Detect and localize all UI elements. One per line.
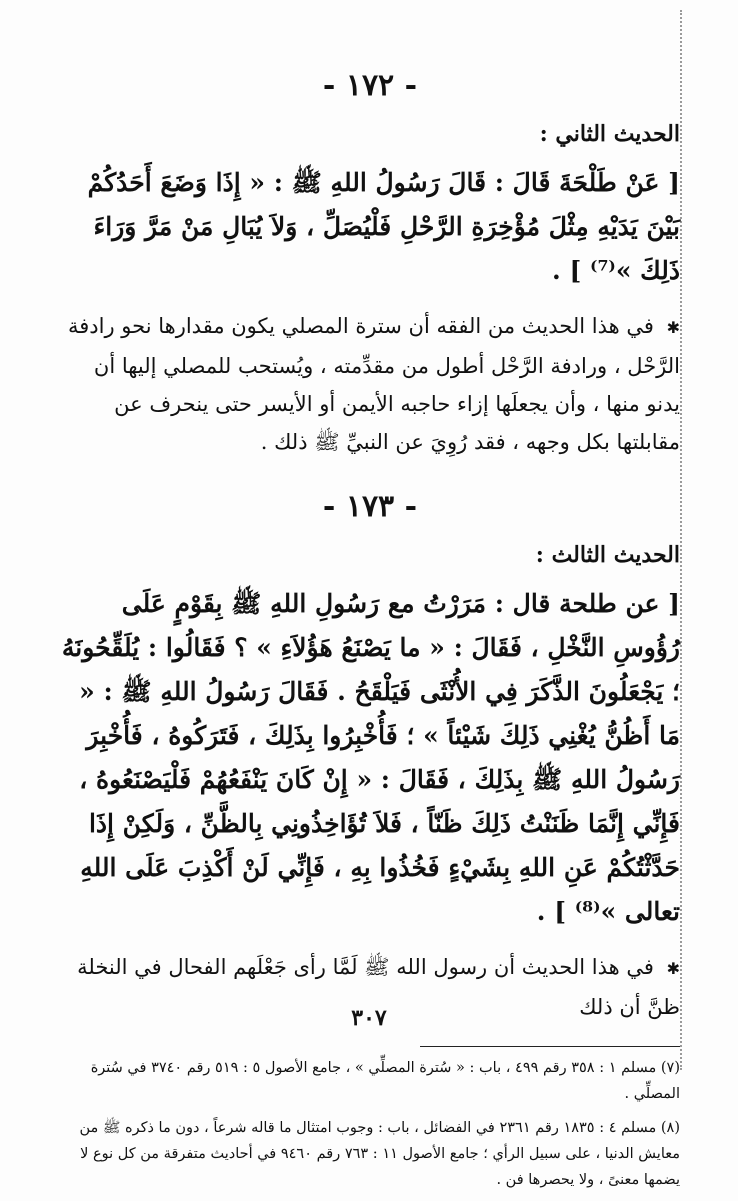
hadith-text-172: [ عَنْ طَلْحَةَ قَالَ : قَالَ رَسُولُ اللهِ ﷺ : « إِذَا وَضَعَ أَحَدُكُمْ بَيْنَ يَدَيْهِ مِثْلَ مُؤْخِرَةِ الرَّحْلِ فَلْيُصَلِّ ، وَلاَ يُبَالِ مَنْ مَرَّ وَرَاءَ ذَلِكَ »⁽⁷⁾ ] .: [87, 168, 680, 285]
commentary-text-173: في هذا الحديث أن رسول الله ﷺ لَمَّا رأى جَعْلَهم الفحال في النخلة ظنَّ أن ذلك: [77, 955, 680, 1019]
footnote-7: (٧) مسلم ١ : ٣٥٨ رقم ٤٩٩ ، باب : « سُترة المصلِّي » ، جامع الأصول ٥ : ٥١٩ رقم ٣٧٤٠ في سُترة المصلِّي .: [90, 1060, 680, 1102]
asterisk-bullet-icon: ✱: [666, 318, 680, 337]
footnote-separator: [420, 1046, 680, 1047]
page-number: ٣٠٧: [351, 1005, 387, 1031]
page-margin-dotted-line: [680, 10, 682, 1070]
hadith-heading-third: الحديث الثالث :: [535, 542, 680, 568]
hadith-number-173: - ١٧٣ -: [322, 489, 418, 524]
hadith-text-173: [ عن طلحة قال : مَرَرْتُ مع رَسُولِ اللهِ ﷺ بِقَوْمٍ عَلَى رُؤُوسِ النَّخْلِ ، فَقَالَ : « ما يَصْنَعُ هَؤُلاَءِ » ؟ فَقَالُوا : يُلَقِّحُونَهُ ؛ يَجْعَلُونَ الذَّكَرَ فِي الأُنْثَى فَيَلْقَحُ . فَقَالَ رَسُولُ اللهِ ﷺ : « مَا أَظُنُّ يُغْنِي ذَلِكَ شَيْئاً » ؛ فَأُخْبِرُوا بِذَلِكَ ، فَتَرَكُوهُ ، فَأُخْبِرَ رَسُولُ اللهِ ﷺ بِذَلِكَ ، فَقَالَ : « إِنْ كَانَ يَنْفَعُهُمْ فَلْيَصْنَعُوهُ ، فَإِنِّي إِنَّمَا ظَنَنْتُ ذَلِكَ ظَنّاً ، فَلاَ تُؤَاخِذُونِي بِالظَّنِّ ، وَلَكِنْ إِذَا حَدَّثْتُكُمْ عَنِ اللهِ بِشَيْءٍ فَخُذُوا بِهِ ، فَإِنِّي لَنْ أَكْذِبَ عَلَى اللهِ تعالى »⁽⁸⁾ ] .: [61, 589, 680, 926]
asterisk-bullet-icon: ✱: [666, 959, 680, 978]
commentary-text-172: في هذا الحديث من الفقه أن سترة المصلي يكون مقدارها نحو رادفة الرَّحْل ، ورادفة الرَّحْل أطول من مقدِّمته ، ويُستحب للمصلي إليها أن يدنو منها ، وأن يجعلَها إزاء حاجبه الأيمن أو الأيسر حتى ينحرف عن مقابلتها بكل وجهه ، فقد رُوِيَ عن النبيِّ ﷺ ذلك .: [68, 314, 680, 454]
footnote-8: (٨) مسلم ٤ : ١٨٣٥ رقم ٢٣٦١ في الفضائل ، باب : وجوب امتثال ما قاله شرعاً ، دون ما ذكره ﷺ من معايش الدنيا ، على سبيل الرأي ؛ جامع الأصول ١١ : ٧٦٣ رقم ٩٤٦٠ في أحاديث متفرقة من كل نوع لا يضمها معنىً ، ولا يحصرها فن .: [79, 1120, 680, 1188]
commentary-172: [60, 307, 680, 461]
hadith-heading-second: الحديث الثاني :: [539, 121, 680, 147]
hadith-number-172: - ١٧٢ -: [322, 68, 418, 103]
footnotes: [60, 1055, 680, 1193]
